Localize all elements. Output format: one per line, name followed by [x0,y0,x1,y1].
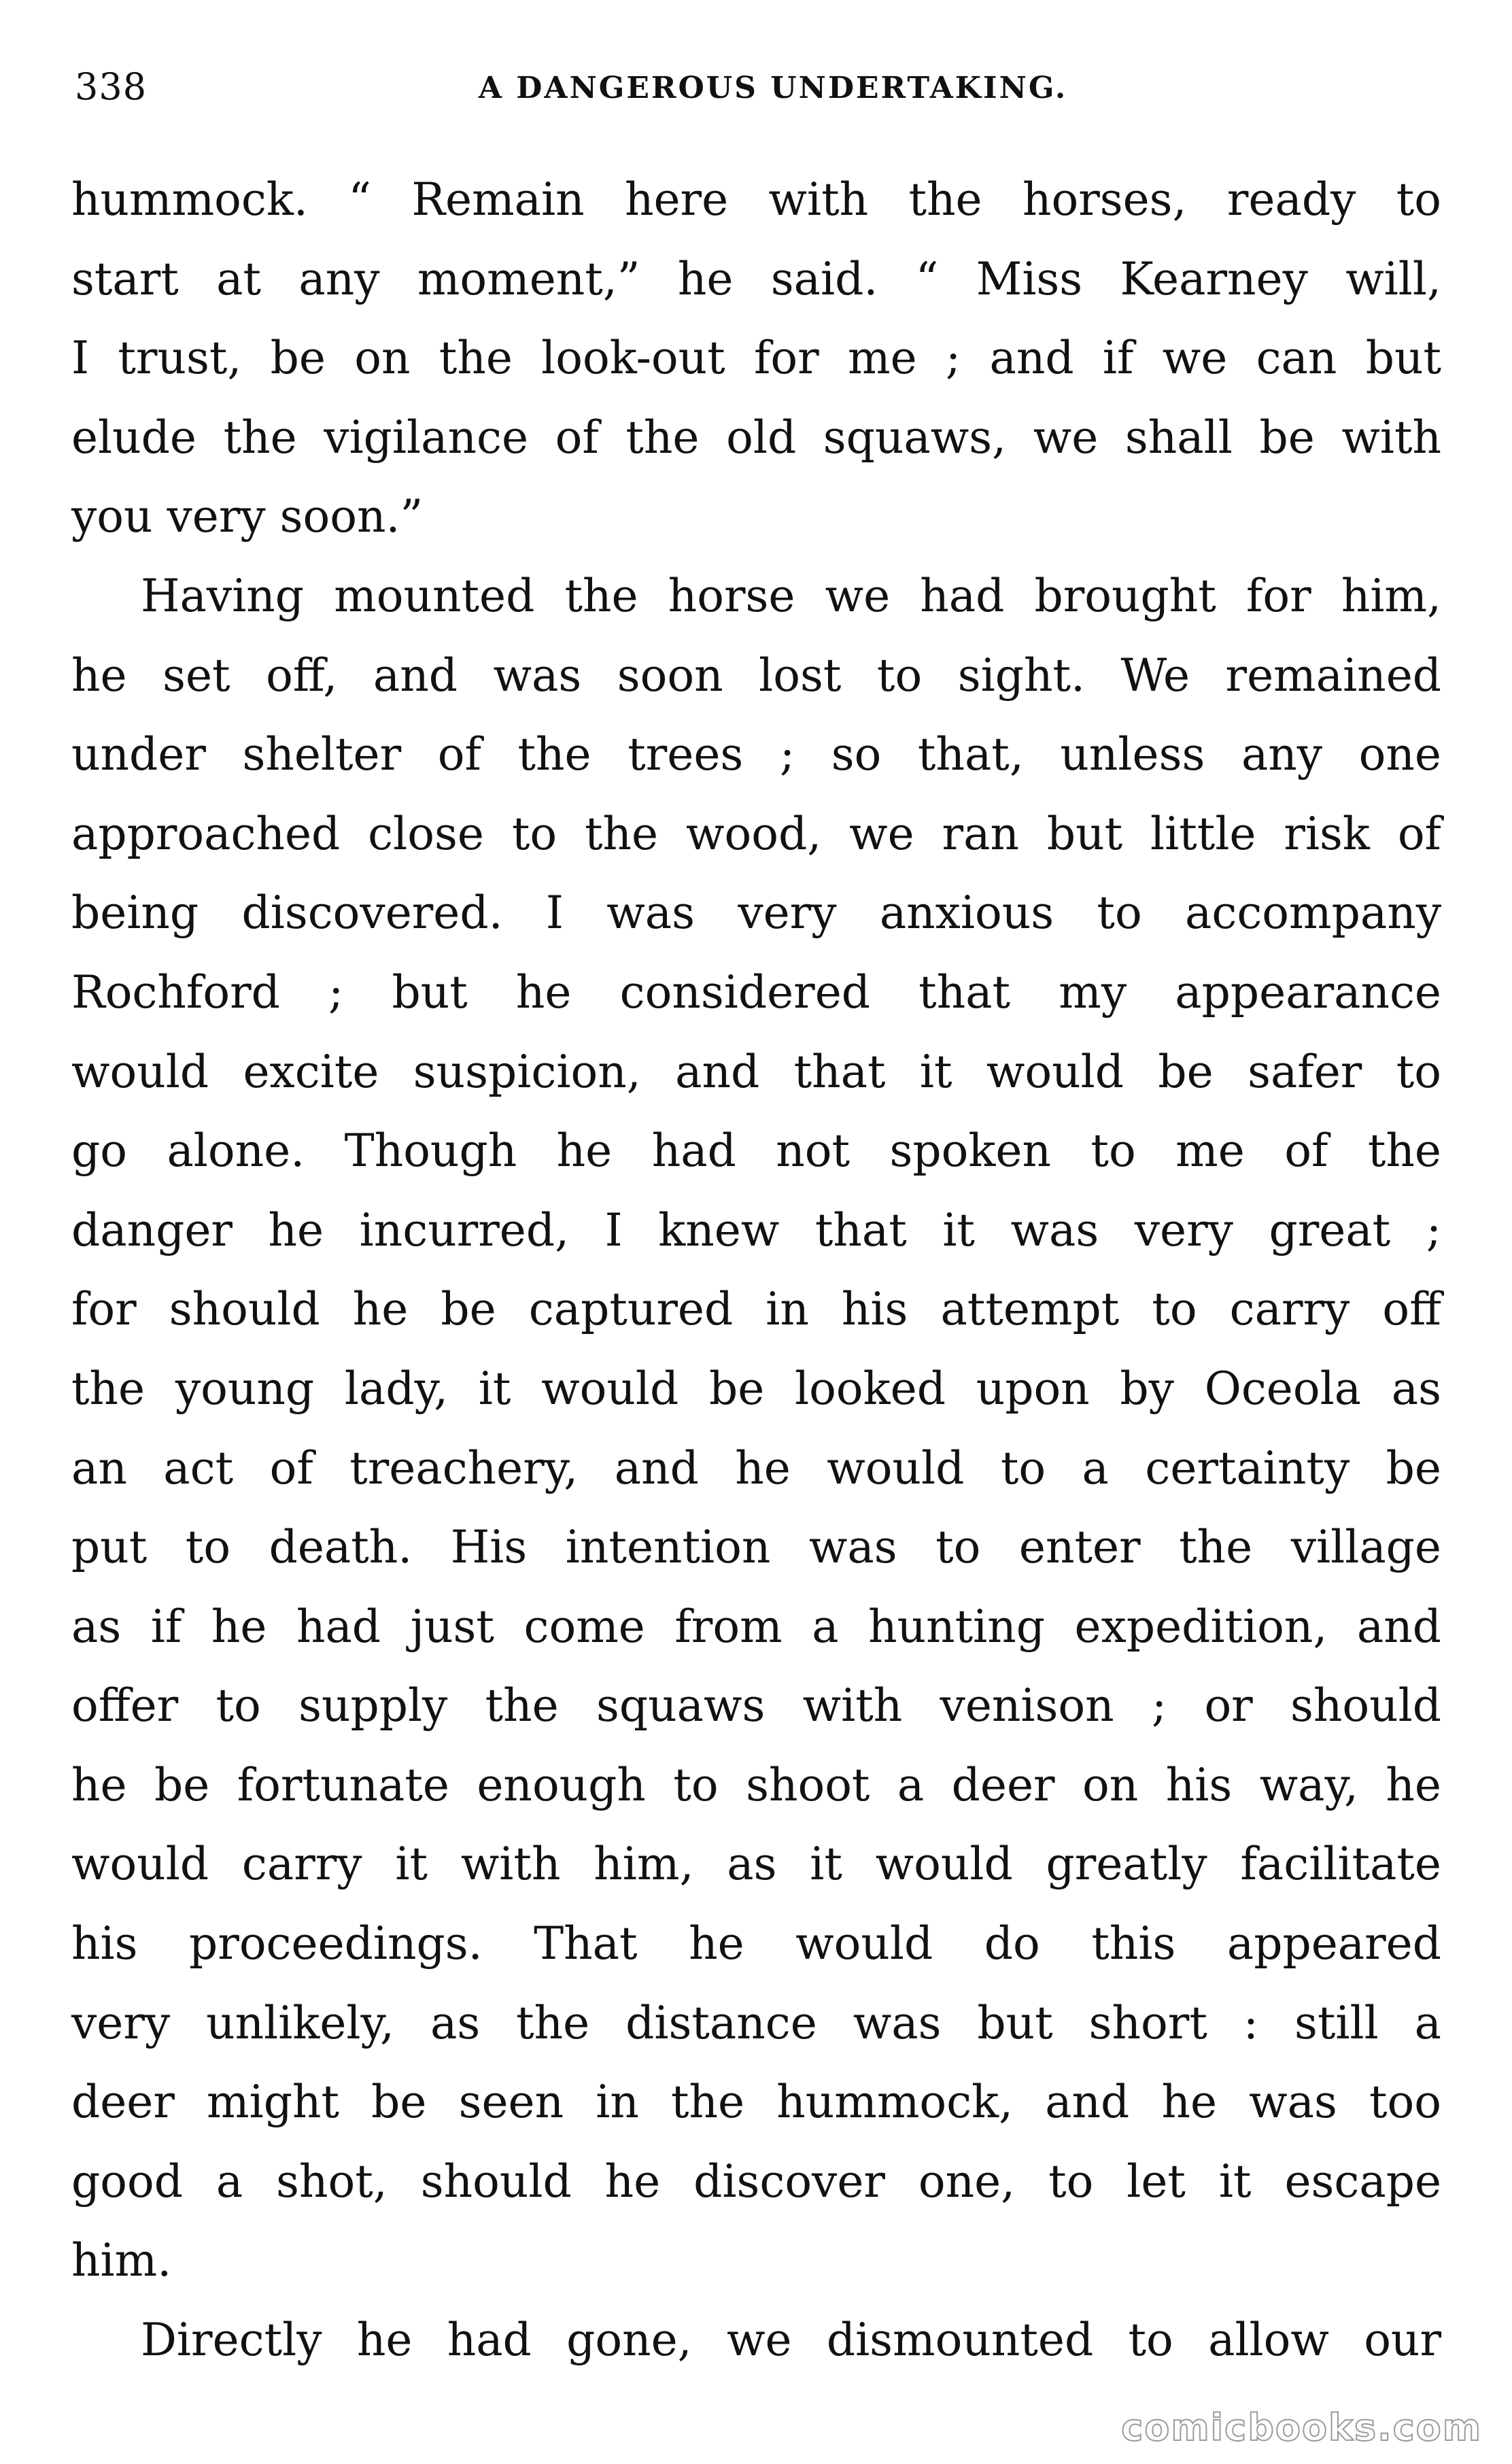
text-line: approached close to the wood, we ran but little risk of [71,807,1441,860]
text-line: would excite suspicion, and that it would be safer to [71,1045,1441,1098]
text-line: deer might be seen in the hummock, and he was too [71,2076,1441,2129]
text-line: you very soon.” [71,490,424,543]
text-line: Having mounted the horse we had brought for him, [141,569,1441,622]
body-text [71,160,1441,2380]
text-line: Directly he had gone, we dismounted to allow our [141,2314,1441,2367]
running-title: A DANGEROUS UNDERTAKING. [478,71,1068,105]
watermark: comicbooks.com [1121,2406,1482,2449]
text-line: under shelter of the trees ; so that, unless any one [71,728,1441,781]
text-line: an act of treachery, and he would to a certainty be [71,1441,1441,1494]
running-head [75,65,1437,113]
text-line: as if he had just come from a hunting expedition, and [71,1600,1441,1653]
text-line: for should he be captured in his attempt to carry off [71,1283,1441,1336]
text-line: he be fortunate enough to shoot a deer on his way, he [71,1758,1441,1811]
text-line: I trust, be on the look-out for me ; and if we can but [71,332,1441,385]
text-line: hummock. “ Remain here with the horses, ready to [71,173,1441,226]
text-line: elude the vigilance of the old squaws, we shall be with [71,411,1441,464]
text-line: him. [71,2234,172,2287]
text-line: good a shot, should he discover one, to let it escape [71,2155,1441,2208]
page-number: 338 [75,65,148,108]
text-line: he set off, and was soon lost to sight. We remained [71,649,1441,702]
text-line: danger he incurred, I knew that it was very great ; [71,1203,1441,1256]
text-line: would carry it with him, as it would greatly facilitate [71,1838,1441,1891]
text-line: Rochford ; but he considered that my appearance [71,965,1441,1019]
text-line: very unlikely, as the distance was but short : still a [71,1996,1441,2049]
text-line: put to death. His intention was to enter the village [71,1521,1441,1574]
text-line: his proceedings. That he would do this appeared [71,1917,1441,1970]
text-line: start at any moment,” he said. “ Miss Kearney will, [71,252,1441,305]
text-line: the young lady, it would be looked upon by Oceola as [71,1362,1441,1415]
text-line: being discovered. I was very anxious to accompany [71,887,1441,940]
text-line: go alone. Though he had not spoken to me of the [71,1125,1441,1178]
text-line: offer to supply the squaws with venison ; or should [71,1679,1441,1732]
